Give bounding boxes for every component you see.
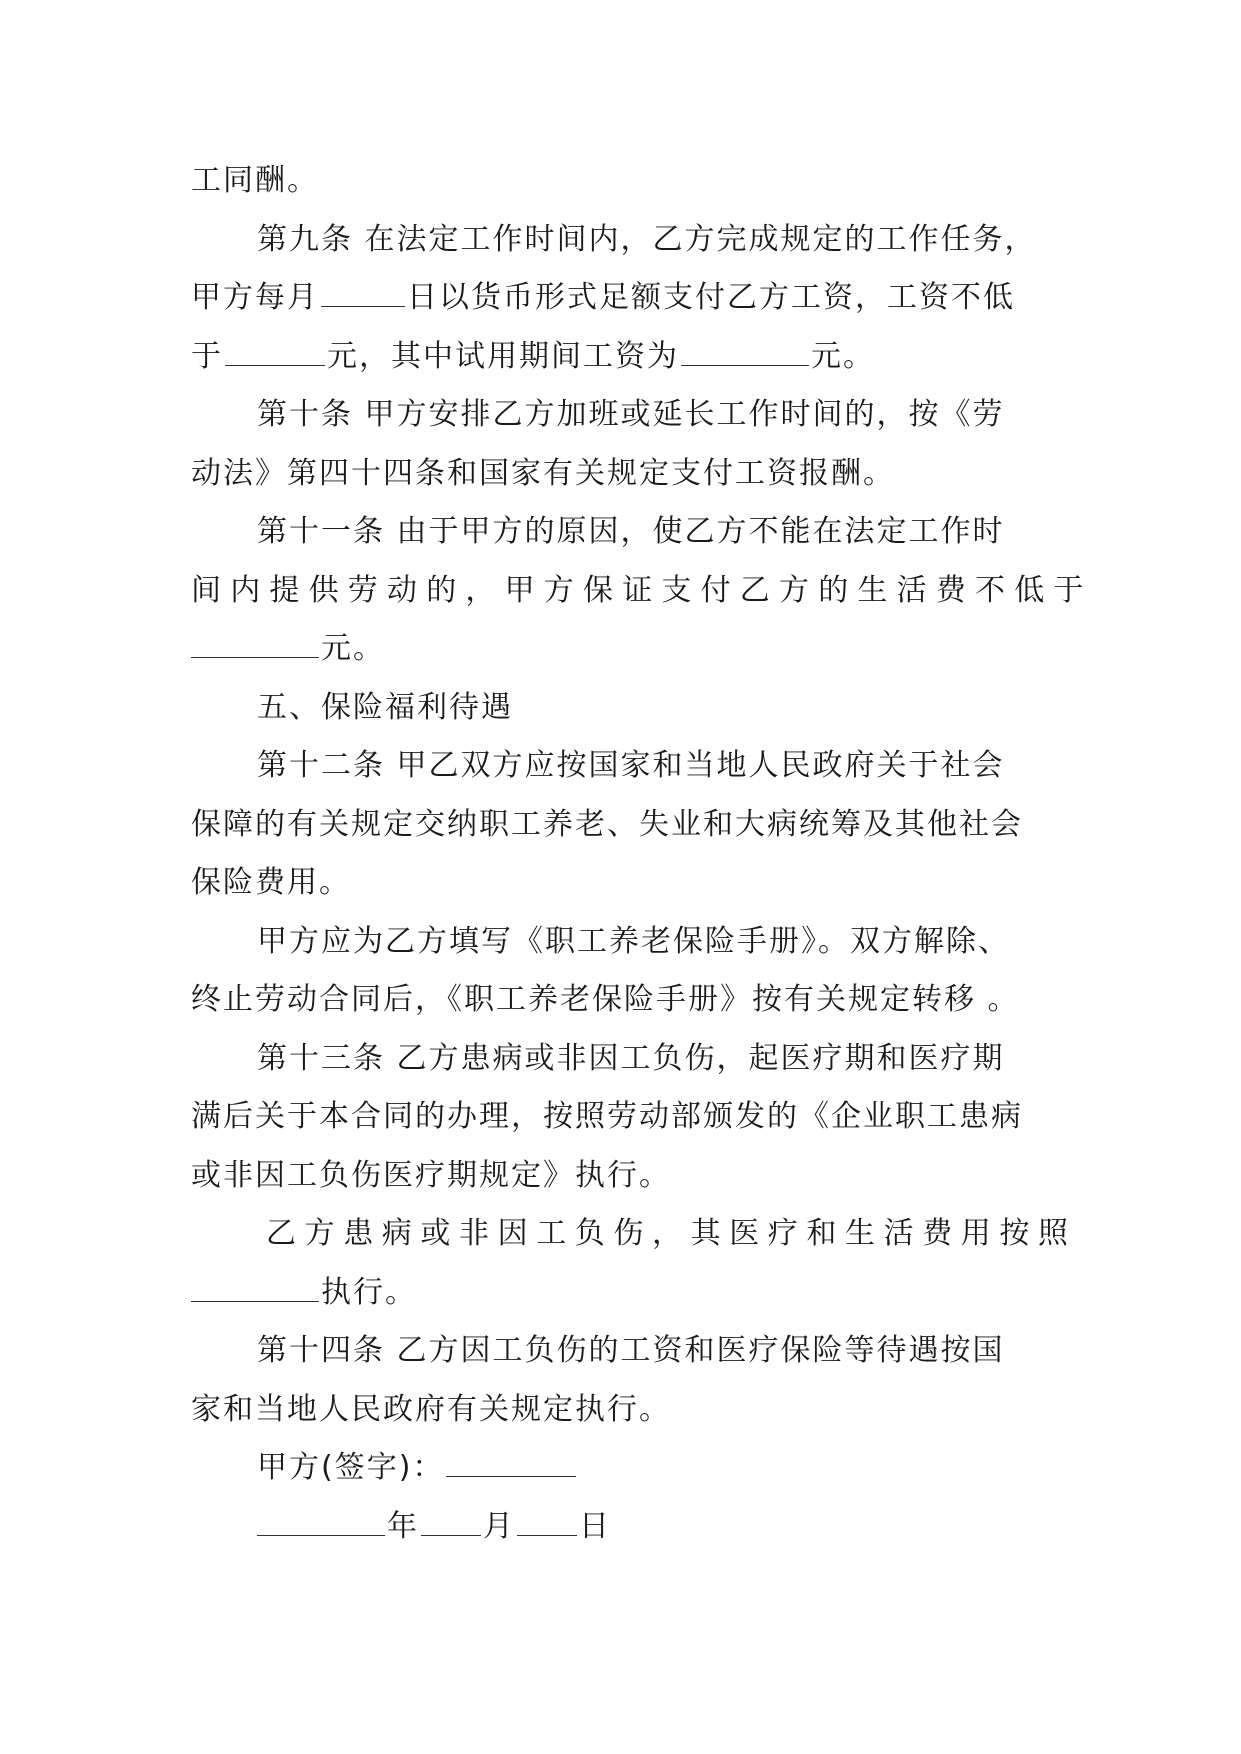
text: 保障的有关规定交纳职工养老、失业和大病统筹及其他社会 (191, 806, 1023, 842)
text: 第十四条 乙方因工负伤的工资和医疗保险等待遇按国 (257, 1333, 1005, 1368)
text: 工同酬。 (191, 163, 319, 198)
fill-blank[interactable] (681, 339, 809, 366)
paragraph-line (191, 796, 1051, 855)
text: 第十一条 由于甲方的原因，使乙方不能在法定工作时 (257, 514, 1005, 549)
paragraph-line (191, 152, 1051, 211)
date-line (191, 1498, 1051, 1557)
paragraph-line (191, 328, 1051, 387)
article-12 (191, 737, 1051, 796)
article-9 (191, 211, 1051, 270)
paragraph-line (191, 971, 1051, 1030)
year-label: 年 (387, 1508, 419, 1544)
text: 家和当地人民政府有关规定执行。 (191, 1391, 671, 1427)
paragraph-line (191, 1381, 1051, 1440)
paragraph-line (191, 1264, 1051, 1323)
text: 于 (191, 338, 223, 374)
text: 或非因工负伤医疗期规定》执行。 (191, 1157, 671, 1193)
fill-blank[interactable] (191, 1275, 319, 1302)
paragraph-line (191, 562, 1093, 621)
month-blank[interactable] (421, 1509, 481, 1536)
text: 保险费用。 (191, 865, 351, 900)
text: 第九条 在法定工作时间内，乙方完成规定的工作任务， (257, 221, 1037, 257)
year-blank[interactable] (257, 1509, 385, 1536)
month-label: 月 (483, 1508, 515, 1544)
article-10 (191, 386, 1051, 445)
day-label: 日 (579, 1508, 611, 1544)
article-11 (191, 503, 1051, 562)
text: 终止劳动合同后，《职工养老保险手册》按有关规定转移 。 (191, 982, 1020, 1017)
text: 第十三条 乙方患病或非因工负伤，起医疗期和医疗期 (257, 1040, 1005, 1076)
paragraph-line (191, 1147, 1051, 1206)
signature-label: 甲方(签字)： (257, 1450, 445, 1485)
day-blank[interactable] (517, 1509, 577, 1536)
text: 元，其中试用期间工资为 (327, 338, 679, 374)
text: 甲方每月 (191, 280, 319, 315)
text: 日以货币形式足额支付乙方工资，工资不低 (407, 280, 1015, 315)
text: 第十条 甲方安排乙方加班或延长工作时间的，按《劳 (257, 397, 1005, 432)
text: 间内提供劳动的，甲方保证支付乙方的生活费不低于 (191, 572, 1093, 608)
paragraph-line (191, 445, 1051, 504)
text: 满后关于本合同的办理，按照劳动部颁发的《企业职工患病 (191, 1099, 1023, 1134)
paragraph-line (191, 854, 1051, 913)
article-13 (191, 1030, 1051, 1089)
paragraph-line (191, 913, 1051, 972)
text: 元。 (321, 631, 385, 666)
signature-blank[interactable] (446, 1450, 576, 1477)
text: 乙方患病或非因工负伤，其医疗和生活费用按照 (266, 1216, 1077, 1251)
paragraph-line (191, 1088, 1051, 1147)
paragraph-line (191, 1205, 1077, 1264)
text: 元。 (811, 338, 875, 374)
text: 执行。 (321, 1274, 417, 1310)
signature-line (191, 1439, 1051, 1498)
paragraph-line (191, 269, 1051, 328)
text: 五、保险福利待遇 (257, 689, 513, 725)
fill-blank[interactable] (225, 339, 325, 366)
text: 第十二条 甲乙双方应按国家和当地人民政府关于社会 (257, 748, 1005, 783)
section-heading (191, 679, 1051, 738)
text: 动法》第四十四条和国家有关规定支付工资报酬。 (191, 455, 895, 491)
paragraph-line (191, 620, 1051, 679)
article-14 (191, 1322, 1051, 1381)
fill-blank[interactable] (321, 280, 405, 307)
document-page (191, 152, 1093, 1556)
text: 甲方应为乙方填写《职工养老保险手册》。双方解除、 (257, 923, 1010, 959)
fill-blank[interactable] (191, 631, 319, 658)
